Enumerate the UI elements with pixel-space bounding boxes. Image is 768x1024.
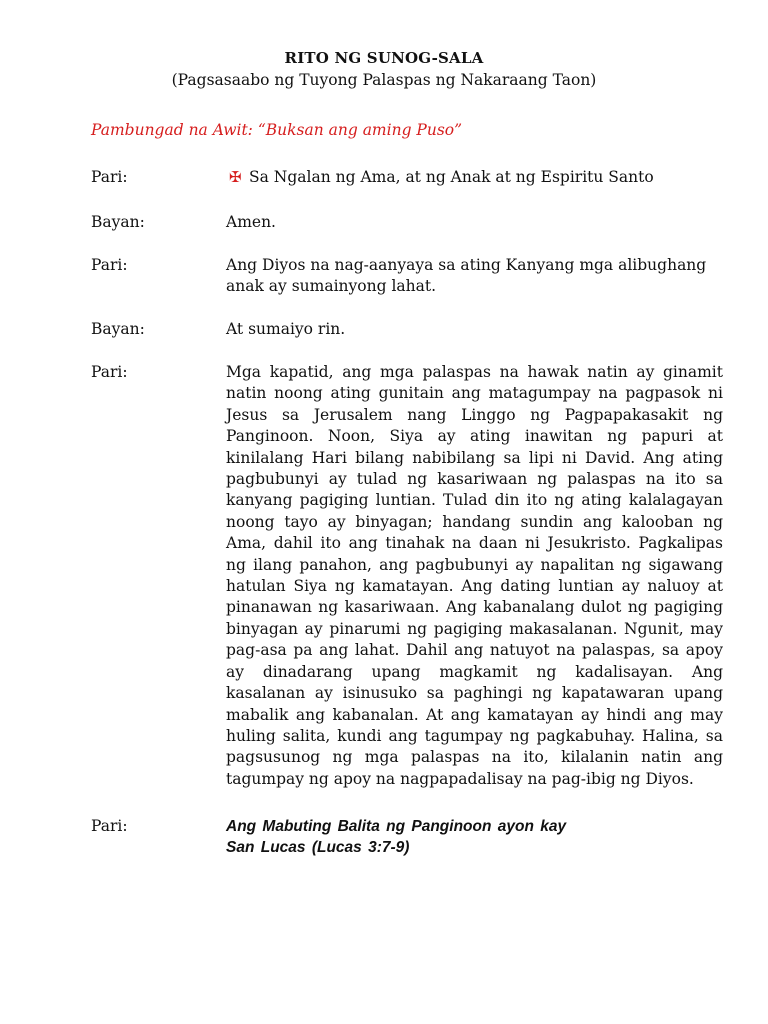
speaker-label: Pari: (91, 256, 128, 274)
homily-paragraph: Mga kapatid, ang mga palaspas na hawak natin ay ginamit natin noong ating gunitain ang matagumpay na pagpasok ni Jesus sa Jerusalem nang Linggo ng Pagpapakasakit ng Panginoon. Noon, Siya ay ating inawitan ng papuri at kinilalang Hari bilang nabibilang sa lipi ni David. Ang ating pagbubunyi ay tulad ng kasariwaan ng palaspas na ito sa kanyang pagiging luntian. Tulad din ito ng ating kalalagayan noong tayo ay binyagan; handang sundin ang kalooban ng Ama, dahil ito ang tinahak na daan ni Jesukristo. Pagkalipas ng ilang panahon, ang pagbubunyi ay napalitan ng sigawang hatulan Siya ng kamatayan. Ang dating luntian ay naluoy at pinanawan ng kasariwaan. Ang kabanalang dulot ng pagiging binyagan ay pinarumi ng pagiging makasalanan. Ngunit, may pag-asa pa ang lahat. Dahil ang natuyot na palaspas, sa apoy ay dinadarang upang magkamit ng kadalisayan. Ang kasalanan ay isinusuko sa paghingi ng kapatawaran upang mabalik ang kabanalan. At ang kamatayan ay hindi ang may huling salita, kundi ang tagumpay ng pagkabuhay. Halina, sa pagsusunog ng mga palaspas na ito, kilalanin natin ang tagumpay ng apoy na nagpapadalisay na pag-ibig ng Diyos. (226, 363, 723, 788)
gospel-line: Ang Mabuting Balita ng Panginoon ayon kay (226, 818, 567, 836)
gospel-announcement (226, 816, 723, 858)
dialogue-row (91, 319, 723, 340)
speaker-label: Pari: (91, 363, 128, 381)
dialogue-row (91, 816, 723, 858)
speaker-label: Pari: (91, 168, 128, 186)
gospel-reference: San Lucas (Lucas 3:7-9) (226, 839, 410, 857)
dialogue-row (91, 212, 723, 233)
sign-of-cross-text: Sa Ngalan ng Ama, at ng Anak at ng Espiritu Santo (249, 168, 654, 186)
dialogue-text: At sumaiyo rin. (226, 320, 346, 338)
speaker-label: Pari: (91, 817, 128, 836)
dialogue-text: Ang Diyos na nag-aanyaya sa ating Kanyang mga alibughang anak ay sumainyong lahat. (226, 256, 707, 295)
document-title: RITO NG SUNOG-SALA (284, 49, 484, 67)
dialogue-row (91, 167, 723, 188)
dialogue-row (91, 255, 723, 297)
speaker-label: Bayan: (91, 320, 145, 338)
opening-hymn: Pambungad na Awit: “Buksan ang aming Puso” (91, 121, 463, 139)
document-subtitle: (Pagsasaabo ng Tuyong Palaspas ng Nakaraang Taon) (171, 71, 597, 89)
cross-icon: ✠ (229, 168, 242, 186)
speaker-label: Bayan: (91, 213, 145, 231)
dialogue-row (91, 362, 723, 790)
dialogue-text (226, 167, 723, 188)
dialogue-text: Amen. (226, 213, 276, 231)
